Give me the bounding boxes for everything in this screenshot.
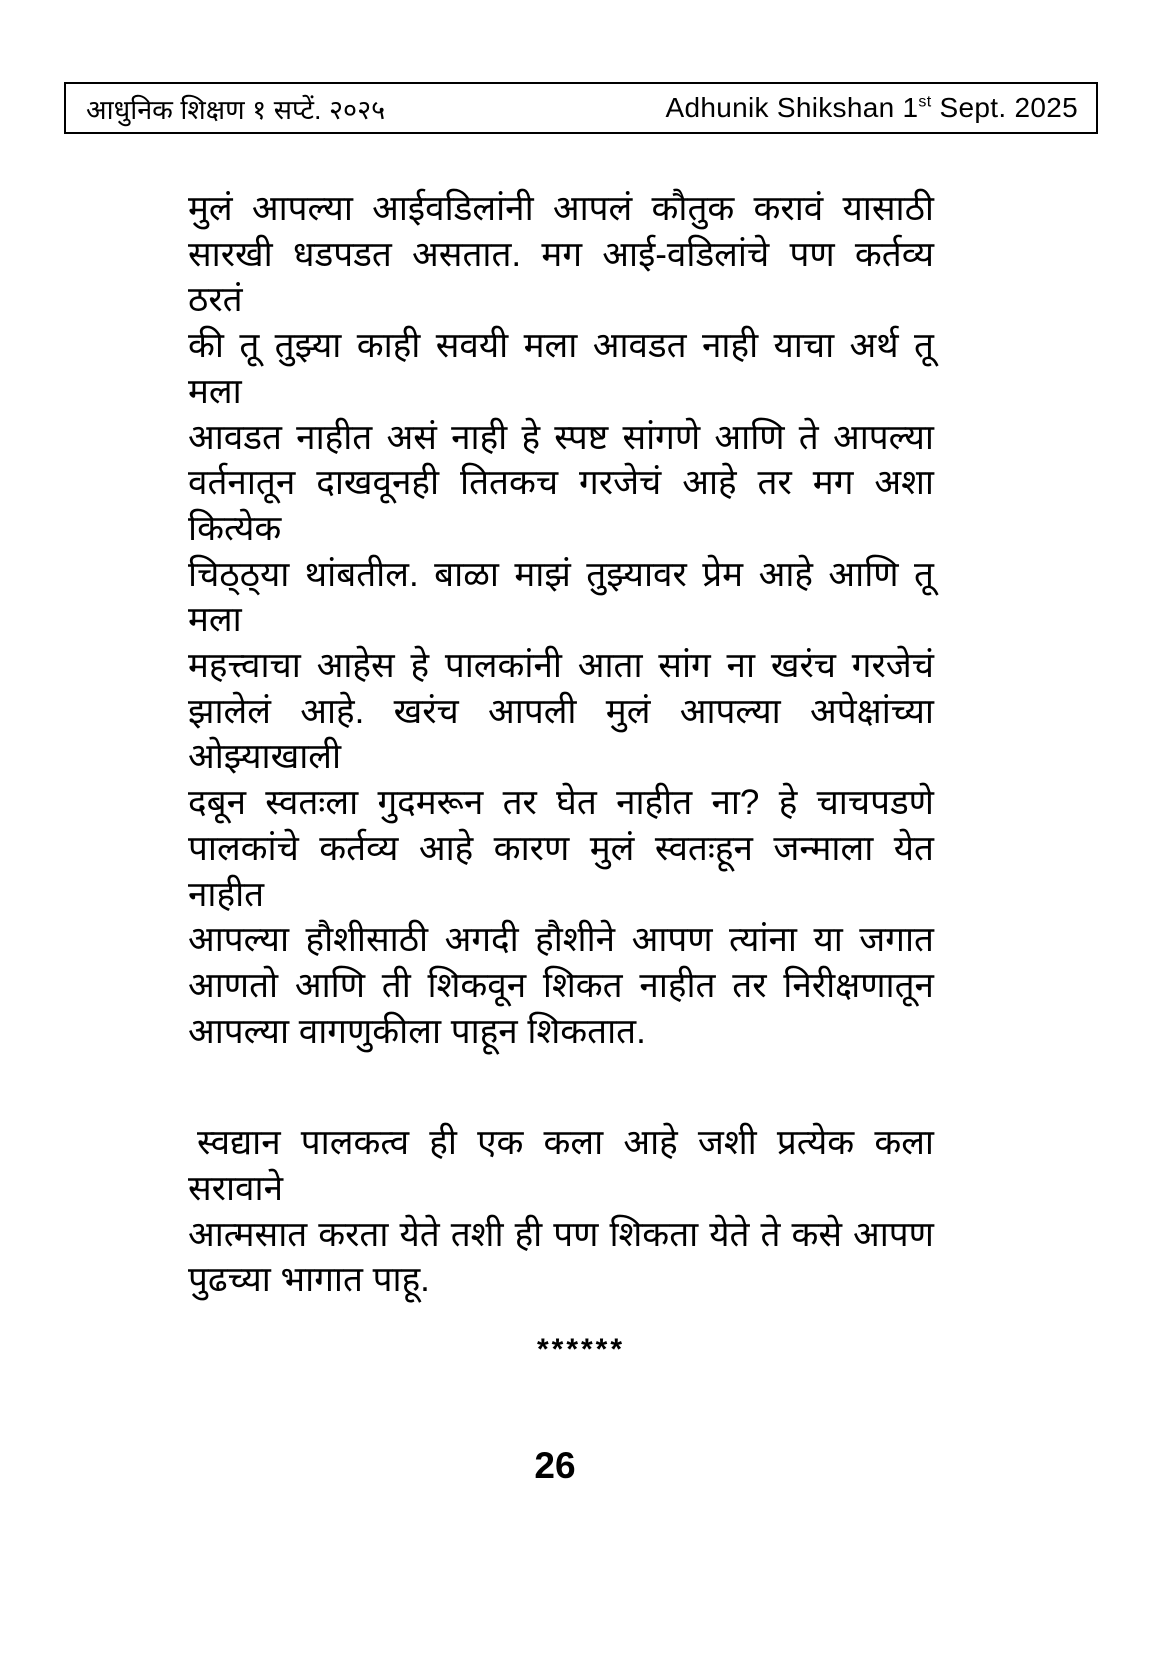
- text-line: मुलं आपल्या आईवडिलांनी आपलं कौतुक करावं यासाठी: [188, 189, 934, 228]
- text-line: की तू तुझ्या काही सवयी मला आवडत नाही याचा अर्थ तू मला: [188, 326, 934, 411]
- text-line: पुढच्या भागात पाहू.: [188, 1260, 430, 1300]
- page-number: 26: [534, 1445, 576, 1486]
- text-line: दबून स्वतःला गुदमरून तर घेत नाहीत ना? हे चाचपडणे: [188, 783, 934, 823]
- text-line: स्वद्यान पालकत्व ही एक कला आहे जशी प्रत्येक कला सरावाने: [188, 1123, 934, 1209]
- article-body: [188, 186, 934, 1367]
- text-line: झालेलं आहे. खरंच आपली मुलं आपल्या अपेक्षांच्या ओझ्याखाली: [188, 691, 934, 777]
- text-line: आपल्या वागणुकीला पाहून शिकतात.: [188, 1011, 646, 1051]
- paragraph-2: [188, 1120, 934, 1303]
- text-line: महत्त्वाचा आहेस हे पालकांनी आता सांग ना खरंच गरजेचं: [188, 646, 934, 686]
- text-line: सारखी धडपडत असतात. मग आई-वडिलांचे पण कर्तव्य ठरतं: [188, 234, 934, 320]
- text-line: चिठ्ठ्या थांबतील. बाळा माझं तुझ्यावर प्रेम आहे आणि तू मला: [188, 554, 934, 640]
- header-title-english: [666, 92, 1078, 124]
- section-separator: ******: [536, 1333, 626, 1367]
- page-header: [64, 82, 1098, 134]
- text-line: वर्तनातून दाखवूनही तितकच गरजेचं आहे तर मग अशा कित्येक: [188, 463, 934, 548]
- header-title-marathi: आधुनिक शिक्षण १ सप्टें. २०२५: [86, 94, 386, 125]
- header-ordinal-superscript: st: [918, 93, 932, 111]
- text-line: आपल्या हौशीसाठी अगदी हौशीने आपण त्यांना या जगात: [188, 920, 934, 960]
- text-line: आवडत नाहीत असं नाही हे स्पष्ट सांगणे आणि ते आपल्या: [188, 417, 934, 457]
- text-line: पालकांचे कर्तव्य आहे कारण मुलं स्वतःहून जन्माला येत नाहीत: [188, 828, 934, 914]
- paragraph-1: [188, 186, 934, 1054]
- header-english-suffix: Sept. 2025: [931, 92, 1078, 123]
- text-line: आत्मसात करता येते तशी ही पण शिकता येते ते कसे आपण: [188, 1214, 934, 1254]
- text-line: आणतो आणि ती शिकवून शिकत नाहीत तर निरीक्षणातून: [188, 965, 934, 1005]
- header-english-prefix: Adhunik Shikshan 1: [665, 92, 919, 123]
